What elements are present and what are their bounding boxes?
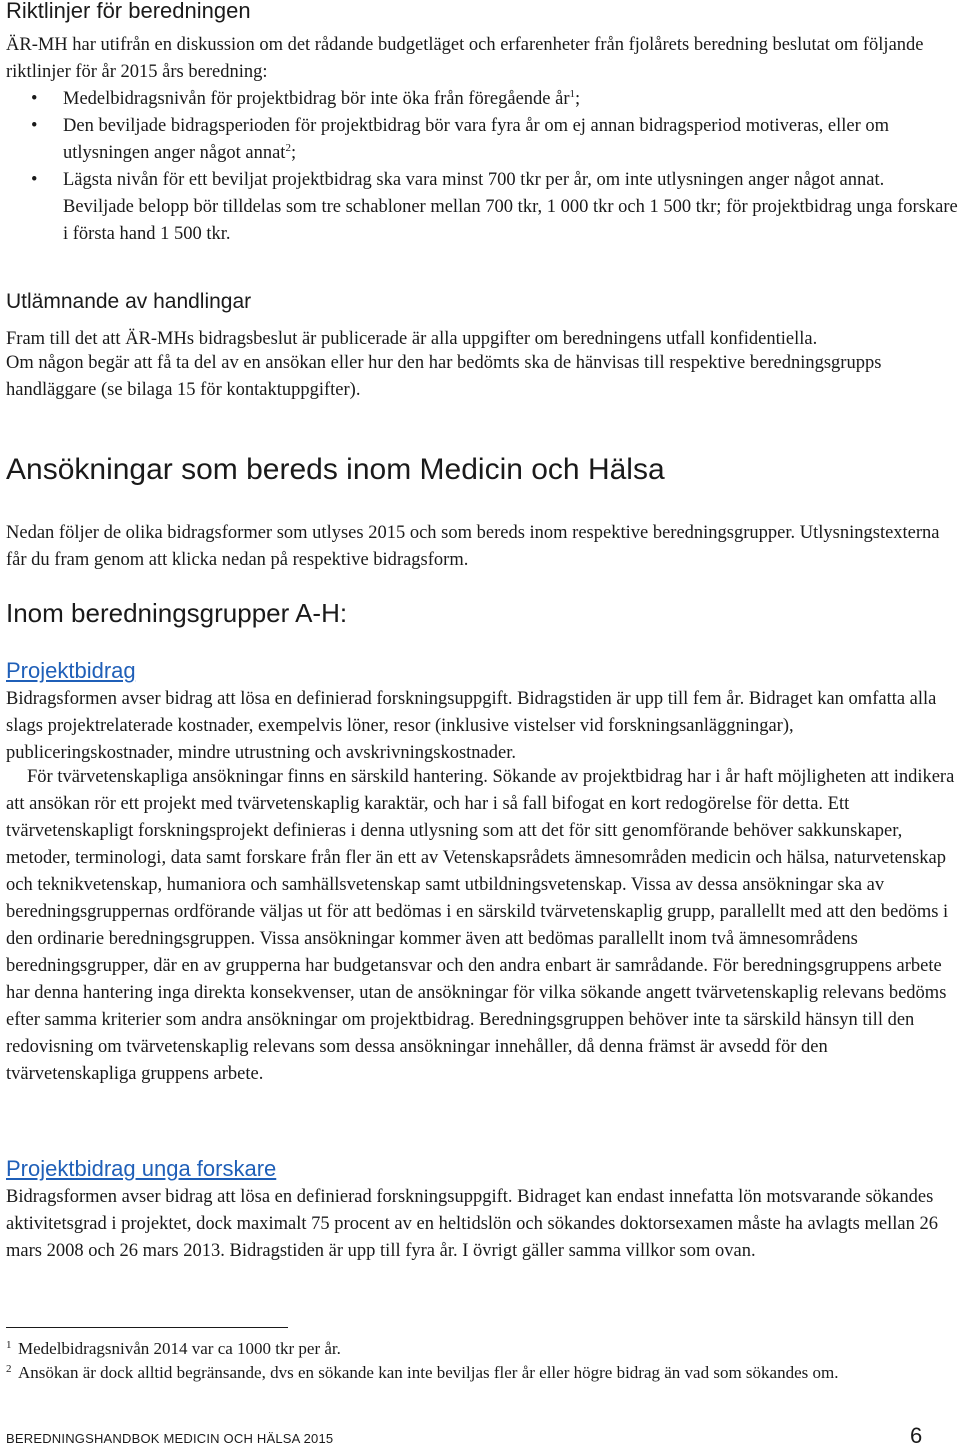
guideline-item — [6, 86, 958, 113]
footnote-ref: 2 — [285, 142, 291, 154]
section-heading-beredningsgrupper: Inom beredningsgrupper A-H: — [6, 598, 348, 628]
projektbidrag-unga-description: Bidragsformen avser bidrag att lösa en definierad forskningsuppgift. Bidraget kan endast innefatta lön motsvarande sökandes aktivitetsgrad i projektet, dock maximalt 75 procent av en heltidslön och sökandes doktorsexamen måste ha avlagts mellan 26 mars 2008 och 26 mars 2013. Bidragstiden är upp till fyra år. I övrigt gäller samma villkor som ovan. — [6, 1187, 938, 1261]
guideline-text: Den beviljade bidragsperioden för projektbidrag bör vara fyra år om ej annan bidragsperiod motiveras, eller om utlysningen anger något annat — [63, 116, 890, 163]
projektbidrag-link[interactable]: Projektbidrag — [6, 658, 136, 683]
intro-paragraph: ÄR-MH har utifrån en diskussion om det rådande budgetläget och erfarenheter från fjolårets beredning beslutat om följande riktlinjer för år 2015 års beredning: — [6, 35, 924, 82]
bullet-icon: • — [31, 116, 38, 136]
section-heading-ansokningar: Ansökningar som bereds inom Medicin och Hälsa — [6, 453, 665, 486]
bullet-icon: • — [31, 89, 38, 109]
footnote — [6, 1337, 958, 1361]
guideline-punct: ; — [290, 143, 297, 163]
footnote-list — [6, 1337, 958, 1385]
projektbidrag-description: Bidragsformen avser bidrag att lösa en definierad forskningsuppgift. Bidragstiden är upp till fem år. Bidraget kan omfatta alla slags projektrelaterade kostnader, exempelvis löner, resor (inklusive vistelser vid forskningsanläggningar), publiceringskostnader, mindre utrustning och avskrivningskostnader. — [6, 689, 937, 763]
guideline-text: Medelbidragsnivån för projektbidrag bör inte öka från föregående år — [63, 89, 570, 109]
referral-paragraph: Om någon begär att få ta del av en ansökan eller hur den har bedömts ska de hänvisas till respektive beredningsgrupps handläggare (se bilaga 15 för kontaktuppgifter). — [6, 353, 882, 400]
interdisciplinary-paragraph: För tvärvetenskapliga ansökningar finns en särskild hantering. Sökande av projektbidrag har i år haft möjligheten att indikera att ansökan rör ett projekt med tvärvetenskaplig karaktär, och har i så fall bifogat en kort redogörelse för detta. Ett tvärvetenskapligt forskningsprojekt definieras i denna utlysning som att det för sitt genomförande behöver sakkunskaper, metoder, terminologi, data samt forskare från fler än ett av Vetenskapsrådets ämnesområden medicin och hälsa, naturvetenskap och teknikvetenskap, humaniora och samhällsvetenskap samt utbildningsvetenskap. Vissa av dessa ansökningar ska av beredningsgruppernas ordförande väljas ut för att bedömas i en särskild tvärvetenskaplig grupp, parallellt med att den bedöms i den ordinarie beredningsgruppen. Vissa ansökningar kommer även att bedömas parallellt inom två ämnesområdens beredningsgrupper, där en av grupperna har budgetansvar och den andra enbart är samrådande. För beredningsgruppens arbete har denna hantering inga direkta konsekvenser, utan de ansökningar för vilka sökande angett tvärvetenskaplig relevans bedöms efter samma kriterier som andra ansökningar om projektbidrag. Beredningsgruppen behöver inte ta särskild hänsyn till den redovisning om tvärvetenskaplig relevans som dessa ansökningar innehåller, då denna främst är avsedd för den tvärvetenskapliga gruppens arbete. — [6, 767, 955, 1084]
footnote-mark: 1 — [6, 1339, 12, 1351]
guideline-item — [6, 113, 958, 167]
page-number: 6 — [910, 1423, 923, 1448]
bullet-icon: • — [31, 170, 38, 190]
footer-title: BEREDNINGSHANDBOK MEDICIN OCH HÄLSA 2015 — [6, 1431, 334, 1446]
footnote-text: Medelbidragsnivån 2014 var ca 1000 tkr per år. — [18, 1339, 341, 1358]
projektbidrag-unga-link[interactable]: Projektbidrag unga forskare — [6, 1156, 277, 1181]
confidentiality-paragraph: Fram till det att ÄR-MHs bidragsbeslut är publicerade är alla uppgifter om beredningens utfall konfidentiella. — [6, 329, 818, 349]
footnote-text: Ansökan är dock alltid begränsande, dvs en sökande kan inte beviljas fler år eller högre bidrag än vad som sökandes om. — [18, 1363, 839, 1382]
guideline-item — [6, 167, 958, 248]
section-heading-riktlinjer: Riktlinjer för beredningen — [6, 0, 251, 23]
guideline-punct: ; — [575, 89, 581, 109]
grant-forms-intro: Nedan följer de olika bidragsformer som utlyses 2015 och som bereds inom respektive beredningsgrupper. Utlysningstexterna får du fram genom att klicka nedan på respektive bidragsform. — [6, 523, 940, 570]
footnote — [6, 1361, 958, 1385]
footnote-mark: 2 — [6, 1363, 12, 1375]
guideline-list — [6, 86, 958, 248]
footnote-ref: 1 — [569, 88, 575, 100]
footnote-divider — [6, 1327, 288, 1328]
guideline-text: Lägsta nivån för ett beviljat projektbidrag ska vara minst 700 tkr per år, om inte utlysningen anger något annat. Beviljade belopp bör tilldelas som tre schabloner mellan 700 tkr, 1 000 tkr och 1 500 tkr; för projektbidrag unga forskare i första hand 1 500 tkr. — [63, 170, 958, 244]
section-heading-utlamnande: Utlämnande av handlingar — [6, 290, 252, 313]
